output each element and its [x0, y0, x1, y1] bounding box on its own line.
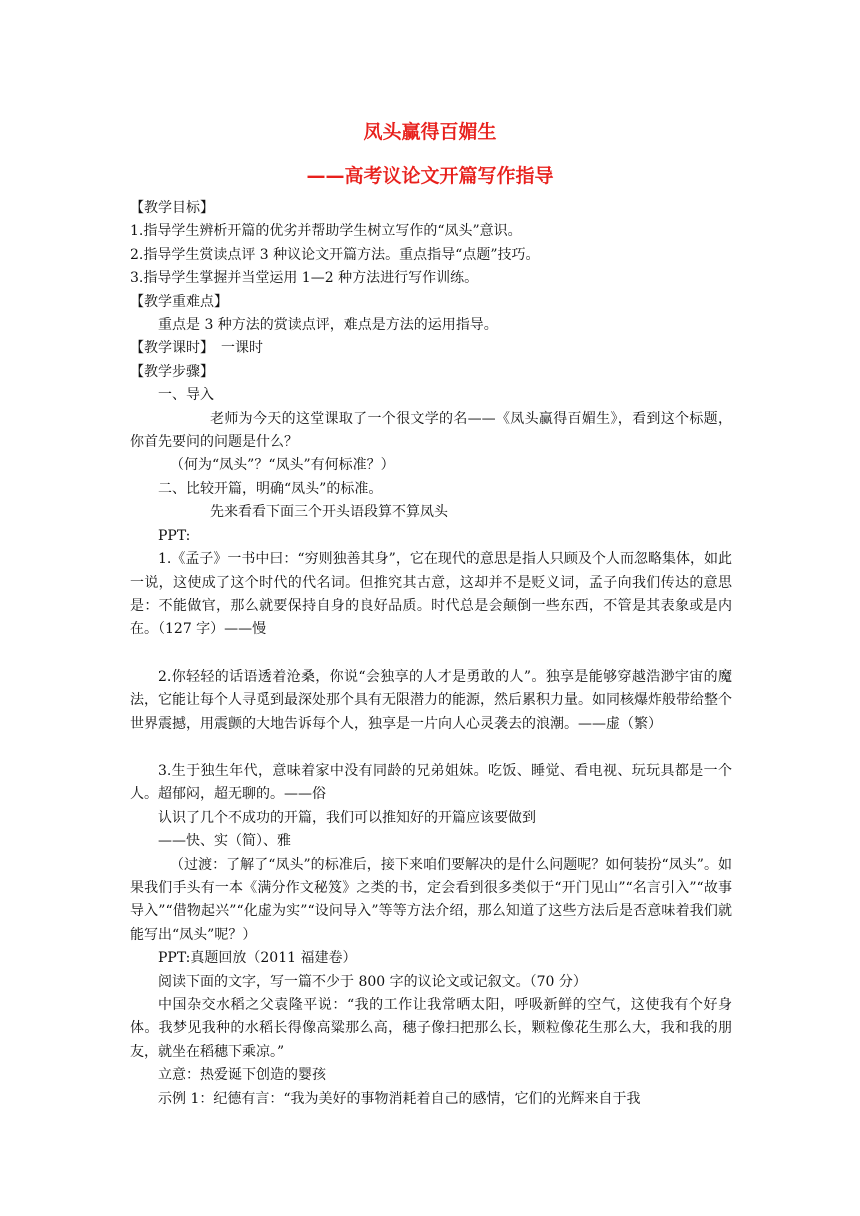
compare-intro: 先来看看下面三个开头语段算不算凤头 [210, 504, 448, 521]
transition-paragraph: （过渡：了解了“凤头”的标准后，接下来咱们要解决的是什么问题呢？如何装扮“凤头”。如果我们手头有一本《满分作文秘笈》之类的书，定会看到很多类似于“开门见山”“名言引入”“故事导入”“借物起兴”“化虚为实”“设问导入”等等方法介绍，那么知道了这些方法后是否意味着我们就能写出“凤头”呢？） [130, 856, 732, 943]
goal-item: 3.指导学生掌握并当堂运用 1—2 种方法进行写作训练。 [130, 270, 479, 287]
document-subtitle: ——高考议论文开篇写作指导 [306, 165, 554, 187]
example-paragraph-2: 2.你轻轻的话语透着沧桑，你说“会独享的人才是勇敢的人”。独享是能够穿越浩渺宇宙的魔法，它能让每个人寻觅到最深处那个具有无限潜力的能源，然后累积力量。如同核爆炸般带给整个世界震撼，用震颤的大地告诉每个人，独享是一片向人心灵袭去的浪潮。——虚（繁） [130, 668, 732, 732]
step-2-heading: 二、比较开篇，明确“凤头”的标准。 [158, 480, 383, 497]
spacer [130, 642, 732, 666]
keypoints-text: 重点是 3 种方法的赏读点评，难点是方法的运用指导。 [158, 317, 498, 334]
goal-item: 2.指导学生赏读点评 3 种议论文开篇方法。重点指导“点题”技巧。 [130, 246, 540, 263]
document-title: 凤头赢得百媚生 [363, 121, 497, 143]
example-paragraph-1: 1.《孟子》一书中曰：“穷则独善其身”，它在现代的意思是指人只顾及个人而忽略集体，如此一说，这使成了这个时代的代名词。但推究其古意，这却并不是贬义词，孟子向我们传达的意思是：不能做官，那么就要保持自身的良好品质。时代总是会颠倒一些东西，不管是其表象或是内在。（127 字）——慢 [130, 551, 732, 638]
sample-paragraph-1: 示例 1：纪德有言：“我为美好的事物消耗着自己的感情，它们的光辉来自于我 [158, 1090, 641, 1107]
period-line: 【教学课时】 一课时 [130, 340, 263, 357]
theme-line: 立意：热爱诞下创造的婴孩 [158, 1067, 326, 1084]
spacer [130, 736, 732, 760]
example-paragraph-3: 3.生于独生年代，意味着家中没有同龄的兄弟姐妹。吃饭、睡觉、看电视、玩玩具都是一个人。超郁闷，超无聊的。——俗 [130, 762, 732, 803]
ppt-label: PPT: [158, 527, 191, 544]
goals-heading: 【教学目标】 [130, 200, 214, 216]
ppt-exam-line: PPT:真题回放（2011 福建卷） [158, 950, 357, 967]
steps-heading: 【教学步骤】 [130, 363, 214, 380]
quote-paragraph: 中国杂交水稻之父袁隆平说：“我的工作让我常晒太阳，呼吸新鲜的空气，这使我有个好身体。我梦见我种的水稻长得像高粱那么高，穗子像扫把那么长，颗粒像花生那么大，我和我的朋友，就坐在稻穗下乘凉。” [130, 997, 732, 1060]
document-body [130, 197, 732, 1111]
keypoints-heading: 【教学重难点】 [130, 293, 228, 310]
conclusion-line: 认识了几个不成功的开篇，我们可以推知好的开篇应该要做到 [158, 809, 536, 826]
intro-question: （何为“凤头”？“凤头”有何标准？） [170, 457, 395, 474]
intro-paragraph: 老师为今天的这堂课取了一个很文学的名——《凤头赢得百媚生》，看到这个标题，你首先要问的问题是什么？ [130, 410, 732, 451]
step-1-heading: 一、导入 [158, 387, 214, 404]
goal-item: 1.指导学生辨析开篇的优劣并帮助学生树立写作的“凤头”意识。 [130, 223, 522, 240]
criteria-line: ——快、实（简）、雅 [158, 833, 291, 850]
exam-prompt: 阅读下面的文字，写一篇不少于 800 字的议论文或记叙文。（70 分） [158, 973, 587, 990]
